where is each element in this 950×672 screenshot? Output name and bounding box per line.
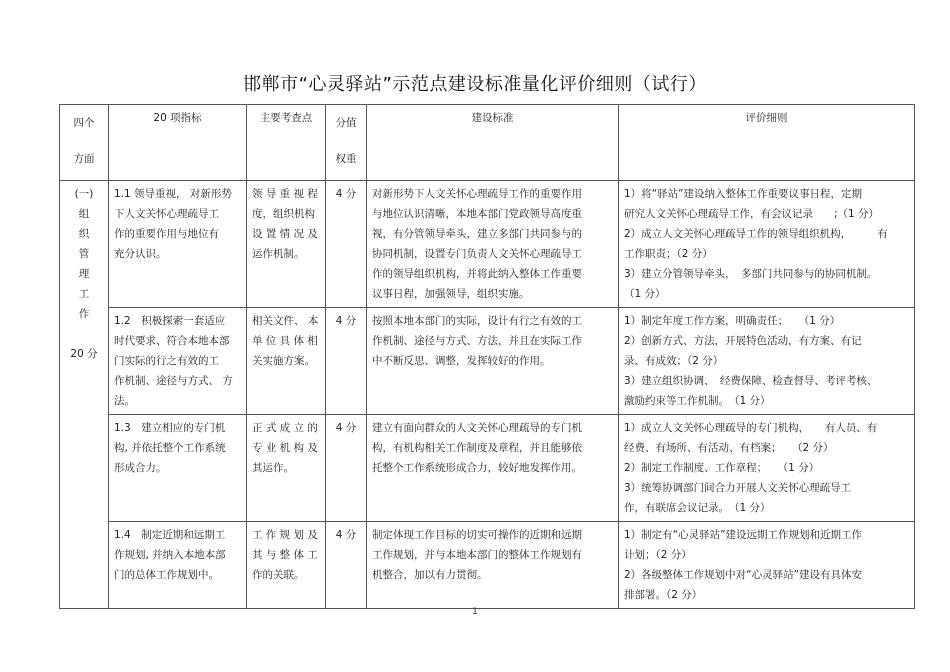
indicator-cell-line: 时代要求、符合本地本部	[114, 335, 230, 347]
category-line: 作	[78, 308, 90, 320]
checkpoint-cell-line: 工 作 规 划 及	[252, 529, 318, 541]
checkpoint-cell	[247, 181, 326, 308]
checkpoint-cell-line: 其运作。	[252, 462, 294, 474]
category-line: 组	[78, 208, 90, 220]
table-row	[60, 308, 915, 415]
checkpoint-cell	[247, 415, 326, 522]
checkpoint-cell-line: 专 业 机 构 及	[252, 442, 318, 454]
category-line: 织	[78, 228, 90, 240]
checkpoint-cell	[247, 522, 326, 609]
detail-cell-line: 作，有联席会议记录。 （1 分）	[624, 502, 771, 514]
standard-cell-line: 与地位认识清晰，本地本部门党政领导高度重	[372, 208, 582, 220]
table-row	[60, 522, 915, 609]
detail-cell-line: 录、有成效；（2 分）	[624, 355, 724, 367]
indicator-cell-line: 作规划, 并纳入本地本部	[114, 549, 226, 561]
detail-cell-line: 3）建立分管领导牵头， 多部门共同参与的协同机制。	[624, 268, 878, 280]
indicator-cell-line: 1.1 领导重视， 对新形势	[114, 188, 232, 200]
indicator-cell-line: 形成合力。	[114, 462, 167, 474]
category-line: (一)	[74, 188, 94, 200]
detail-cell-line: 1）将“驿站”建设纳入整体工作重要议事日程，定期	[624, 188, 863, 200]
header-detail: 评价细则	[619, 105, 915, 181]
indicator-cell-line: 法。	[114, 395, 135, 407]
table-row	[60, 181, 915, 308]
standard-cell-line: 议事日程，加强领导，组织实施。	[372, 288, 530, 300]
detail-cell-line: 3）统筹协调部门间合力开展人文关怀心理疏导工	[624, 482, 852, 494]
detail-cell-line: 2）各级整体工作规划中对“心灵驿站”建设有具体安	[624, 569, 863, 581]
standard-cell-line: 建立有面向群众的人文关怀心理疏导的专门机	[372, 422, 582, 434]
detail-cell-line: 1）成立人文关怀心理疏导的专门机构， 有人员、有	[624, 422, 878, 434]
indicator-cell	[109, 522, 247, 609]
category-line: 管	[78, 248, 90, 260]
checkpoint-cell-line: 相关文件、 本	[252, 315, 319, 327]
detail-cell	[619, 522, 915, 609]
checkpoint-cell	[247, 308, 326, 415]
standard-cell-line: 托整个工作系统形成合力，较好地发挥作用。	[372, 462, 582, 474]
standard-cell-line: 工作规划，并与本地本部门的整体工作规划有	[372, 549, 582, 561]
detail-cell-line: 工作职责；（2 分）	[624, 248, 713, 260]
indicator-cell-line: 构, 并依托整个工作系统	[114, 442, 226, 454]
indicator-cell	[109, 415, 247, 522]
score-cell: 4 分	[326, 415, 367, 522]
checkpoint-cell-line: 度，组织机构	[252, 208, 315, 220]
header-checkpoint: 主要考查点	[247, 105, 326, 181]
standard-cell-line: 协同机制，设置专门负责人文关怀心理疏导工	[372, 248, 582, 260]
detail-cell-line: 1）制定有“心灵驿站”建设远期工作规划和近期工作	[624, 529, 863, 541]
header-score-weight: 分值 权重	[326, 105, 367, 181]
standard-cell	[367, 181, 619, 308]
detail-cell	[619, 415, 915, 522]
standard-cell-line: 制定体现工作目标的切实可操作的近期和远期	[372, 529, 582, 541]
category-line: 理	[78, 268, 90, 280]
table-header-row	[60, 105, 915, 181]
checkpoint-cell-line: 正 式 成 立 的	[252, 422, 318, 434]
detail-cell-line: （1 分）	[624, 288, 666, 300]
checkpoint-cell-line: 其 与 整 体 工	[252, 549, 318, 561]
checkpoint-cell-line: 关实施方案。	[252, 355, 315, 367]
score-cell: 4 分	[326, 181, 367, 308]
standard-cell-line: 中不断反思、调整，发挥较好的作用。	[372, 355, 551, 367]
detail-cell	[619, 308, 915, 415]
category-cell	[60, 181, 109, 609]
checkpoint-cell-line: 作的关联。	[252, 569, 305, 581]
detail-cell-line: 2）成立人文关怀心理疏导工作的领导组织机构， 有	[624, 228, 888, 240]
category-line: 工	[78, 288, 90, 300]
standard-cell-line: 构，有机构相关工作制度及章程，并且能够依	[372, 442, 582, 454]
detail-cell-line: 3）建立组织协调、 经费保障、检查督导、考评考核、	[624, 375, 878, 387]
detail-cell-line: 研究人文关怀心理疏导工作，有会议记录 ;（1 分）	[624, 208, 880, 220]
detail-cell-line: 经费、有场所、有活动、有档案； （2 分）	[624, 442, 834, 454]
checkpoint-cell-line: 运作机制。	[252, 248, 305, 260]
checkpoint-cell-line: 单 位 具 体 相	[252, 335, 318, 347]
indicator-cell-line: 1.3 建立相应的专门机	[114, 422, 226, 434]
standard-cell-line: 机整合，加以有力贯彻。	[372, 569, 488, 581]
indicator-cell-line: 门的总体工作规划中。	[114, 569, 219, 581]
category-line: 20 分	[70, 348, 98, 360]
indicator-cell-line: 作机制、途径与方式、 方	[114, 375, 233, 387]
indicator-cell	[109, 308, 247, 415]
table-row	[60, 415, 915, 522]
indicator-cell-line: 作的重要作用与地位有	[114, 228, 219, 240]
standard-cell	[367, 308, 619, 415]
score-cell: 4 分	[326, 522, 367, 609]
standard-cell-line: 作机制、途径与方式、方法，并且在实际工作	[372, 335, 582, 347]
detail-cell-line: 排部署。（2 分）	[624, 589, 703, 601]
category-line	[65, 324, 103, 344]
indicator-cell-line: 充分认识。	[114, 248, 167, 260]
detail-cell-line: 1）制定年度工作方案，明确责任； （1 分）	[624, 315, 841, 327]
header-aspect: 四个 方面	[60, 105, 109, 181]
checkpoint-cell-line: 领 导 重 视 程	[252, 188, 318, 200]
indicator-cell-line: 1.2 积极探索一套适应	[114, 315, 226, 327]
checkpoint-cell-line: 设 置 情 况 及	[252, 228, 318, 240]
header-indicator: 20 项指标	[109, 105, 247, 181]
standard-cell-line: 按照本地本部门的实际，设计有行之有效的工	[372, 315, 582, 327]
standard-cell-line: 视，有分管领导牵头，建立多部门共同参与的	[372, 228, 582, 240]
indicator-cell	[109, 181, 247, 308]
standard-cell	[367, 522, 619, 609]
score-cell: 4 分	[326, 308, 367, 415]
standard-cell-line: 作的领导组织机构，并将此纳入整体工作重要	[372, 268, 582, 280]
detail-cell	[619, 181, 915, 308]
standard-cell	[367, 415, 619, 522]
detail-cell-line: 计划；（2 分）	[624, 549, 692, 561]
page-number: 1	[472, 607, 478, 617]
page-title: 邯郸市“心灵驿站”示范点建设标准量化评价细则（试行）	[243, 74, 707, 95]
indicator-cell-line: 下人文关怀心理疏导工	[114, 208, 219, 220]
evaluation-table	[59, 104, 915, 609]
header-standard: 建设标准	[367, 105, 619, 181]
indicator-cell-line: 门实际的行之有效的工	[114, 355, 219, 367]
detail-cell-line: 2）创新方式、方法，开展特色活动，有方案、有记	[624, 335, 862, 347]
indicator-cell-line: 1.4 制定近期和远期工	[114, 529, 226, 541]
detail-cell-line: 激励约束等工作机制。 （1 分）	[624, 395, 771, 407]
detail-cell-line: 2）制定工作制度、工作章程； （1 分）	[624, 462, 820, 474]
standard-cell-line: 对新形势下人文关怀心理疏导工作的重要作用	[372, 188, 582, 200]
